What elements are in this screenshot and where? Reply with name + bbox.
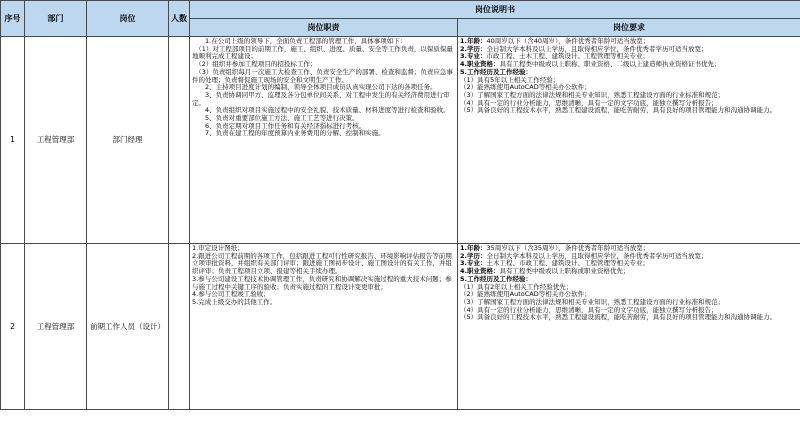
row-duties: 1.在公司上级的领导下，全面负责工程部的管理工作，具体事项如下： （1）对工程部项目的前期工作，施工、组织、进度、质量、安全等工作负责，以保质保量地顺利完成工程建设； （2）组织并参加工程项目的招投标工作； （3）负责组织每月一次施工大检查工作、负责安全生产的部署、检查和监督；负责应急事件的处理；负责督促施工现场的安全和文明生产工作。 2、主持项目进度计划的编制，领导全体项目成员认真实现公司下达的各项任务。 3、负责协调同甲方、监理及各分包单位间关系，对工程中发生的有关经济费用进行审定。 4、负责组织对项目实施过程中的安全礼貌、技术质量、材料进度等进行检查和验收。 5、负责对重要部位施工方法、施工工艺等进行决策。 6、负责定期对项目工作任务和有关经济指标进行考核。 7、负责在建工程的年度预算内业务费用的分解、控制和实施。 bbox=[192, 37, 453, 138]
requirement-label: 1.年龄： bbox=[460, 244, 487, 252]
row-requirements-cell bbox=[458, 37, 800, 244]
header-headcount: 人数 bbox=[169, 1, 190, 37]
requirement-text: 全日制大学本科及以上学历，且取得相应学位，条件优秀者学历可适当放宽； bbox=[486, 44, 708, 53]
requirement-text: （5）具备良好的工程技术水平，熟悉工程建设流程，能吃苦耐劳，具有良好的项目管理能力和沟通协调能力。 bbox=[460, 106, 777, 115]
requirement-label: 2.学历： bbox=[460, 44, 487, 53]
requirement-text: （1）具有2年以上相关工作经验优先； bbox=[460, 282, 573, 291]
requirement-label: 3.专业： bbox=[460, 52, 487, 61]
requirement-text: （4）具有一定的行业分析能力，思维清晰，具有一定的文字功底，能独立撰写分析报告； bbox=[460, 305, 718, 314]
row-index: 2 bbox=[1, 244, 25, 410]
requirement-label: 5.工作经历及工作经验： bbox=[460, 67, 532, 76]
row-position: 前期工作人员（设计） bbox=[87, 244, 169, 410]
row-requirements-cell bbox=[458, 244, 800, 410]
requirement-text: 35周岁以下（含35周岁），条件优秀者年龄可适当放宽； bbox=[486, 244, 650, 252]
row-requirements bbox=[458, 244, 800, 409]
row-headcount bbox=[169, 37, 190, 244]
requirement-item bbox=[460, 107, 798, 115]
requirement-label: 2.学历： bbox=[460, 251, 487, 260]
requirement-label: 4.职业资格： bbox=[460, 60, 500, 69]
requirement-text: 市政工程、土木工程、建筑设计、工程管理等相关专业； bbox=[486, 52, 649, 61]
row-duties-cell bbox=[190, 37, 458, 244]
requirement-label: 5.工作经历及工作经验： bbox=[460, 274, 532, 283]
row-dept: 工程管理部 bbox=[25, 244, 87, 410]
requirement-item bbox=[460, 314, 798, 322]
requirement-text: （2）能熟练使用AutoCAD等相关办公软件； bbox=[460, 290, 591, 299]
requirement-label: 3.专业： bbox=[460, 259, 487, 268]
row-index: 1 bbox=[1, 37, 25, 244]
requirement-text: 具有工程类中级或以上职称、职业资格、二级以上建造师执业资格证书优先； bbox=[499, 60, 721, 69]
requirement-label: 4.职业资格： bbox=[460, 267, 500, 276]
header-dept: 部门 bbox=[25, 1, 87, 37]
header-requirements: 岗位要求 bbox=[458, 19, 800, 37]
header-description: 岗位说明书 bbox=[190, 1, 800, 19]
header-position: 岗位 bbox=[87, 1, 169, 37]
row-dept: 工程管理部 bbox=[25, 37, 87, 244]
table-row bbox=[1, 244, 800, 410]
requirement-text: （3）了解国家工程方面的法律法规和相关专业知识，熟悉工程建设方面的行业标准和规范； bbox=[460, 297, 725, 306]
requirement-text: 40周岁以下（含40周岁），条件优秀者年龄可适当放宽； bbox=[486, 37, 650, 45]
row-requirements bbox=[458, 37, 800, 243]
row-position: 部门经理 bbox=[87, 37, 169, 244]
header-index: 序号 bbox=[1, 1, 25, 37]
requirement-text: （4）具有一定的行业分析能力，思维清晰，具有一定的文字功底，能独立撰写分析报告； bbox=[460, 98, 718, 107]
row-headcount bbox=[169, 244, 190, 410]
header-duties: 岗位职责 bbox=[190, 19, 458, 37]
requirement-text: 全日制大学本科及以上学历，且取得相应学位，条件优秀者学历可适当放宽； bbox=[486, 251, 708, 260]
requirement-text: 具有工程类中级或以上职称或职业资格优先； bbox=[499, 267, 630, 276]
table-row bbox=[1, 37, 800, 244]
requirement-text: （3）了解国家工程方面的法律法规和相关专业知识，熟悉工程建设方面的行业标准和规范； bbox=[460, 90, 725, 99]
requirement-text: （2）能熟练使用AutoCAD等相关办公软件； bbox=[460, 83, 591, 92]
row-duties: 1.审定设计图纸； 2.跟进公司工程前期的各项工作，包括跟进工程可行性研究报告、环境影响评估报告等前期立项审批资料，并组织有关部门评审；跟进施工图初步设计、施工图设计的有关工作，并组织评审；负责工程项目立项、报建等相关手续办理。 3.参与公司建设工程技术协调管理工作，负责研究和协调解决实施过程的重大技术问题；参与施工过程中关键工序的验收；负责实施过程的工程设计变更审批； 4.参与公司工程竣工验收； 5.完成上级交办的其他工作。 bbox=[192, 244, 452, 306]
requirement-text: 土木工程、市政工程、建筑设计、工程管理等相关专业； bbox=[486, 259, 649, 268]
row-duties-cell bbox=[190, 244, 458, 410]
requirement-label: 1.年龄： bbox=[460, 37, 487, 45]
requirement-text: （5）具备良好的工程技术水平，熟悉工程建设流程，能吃苦耐劳，具有良好的项目管理能力和沟通协调能力。 bbox=[460, 313, 777, 322]
requirement-text: （1）具有5年以上相关工作经验； bbox=[460, 75, 560, 84]
